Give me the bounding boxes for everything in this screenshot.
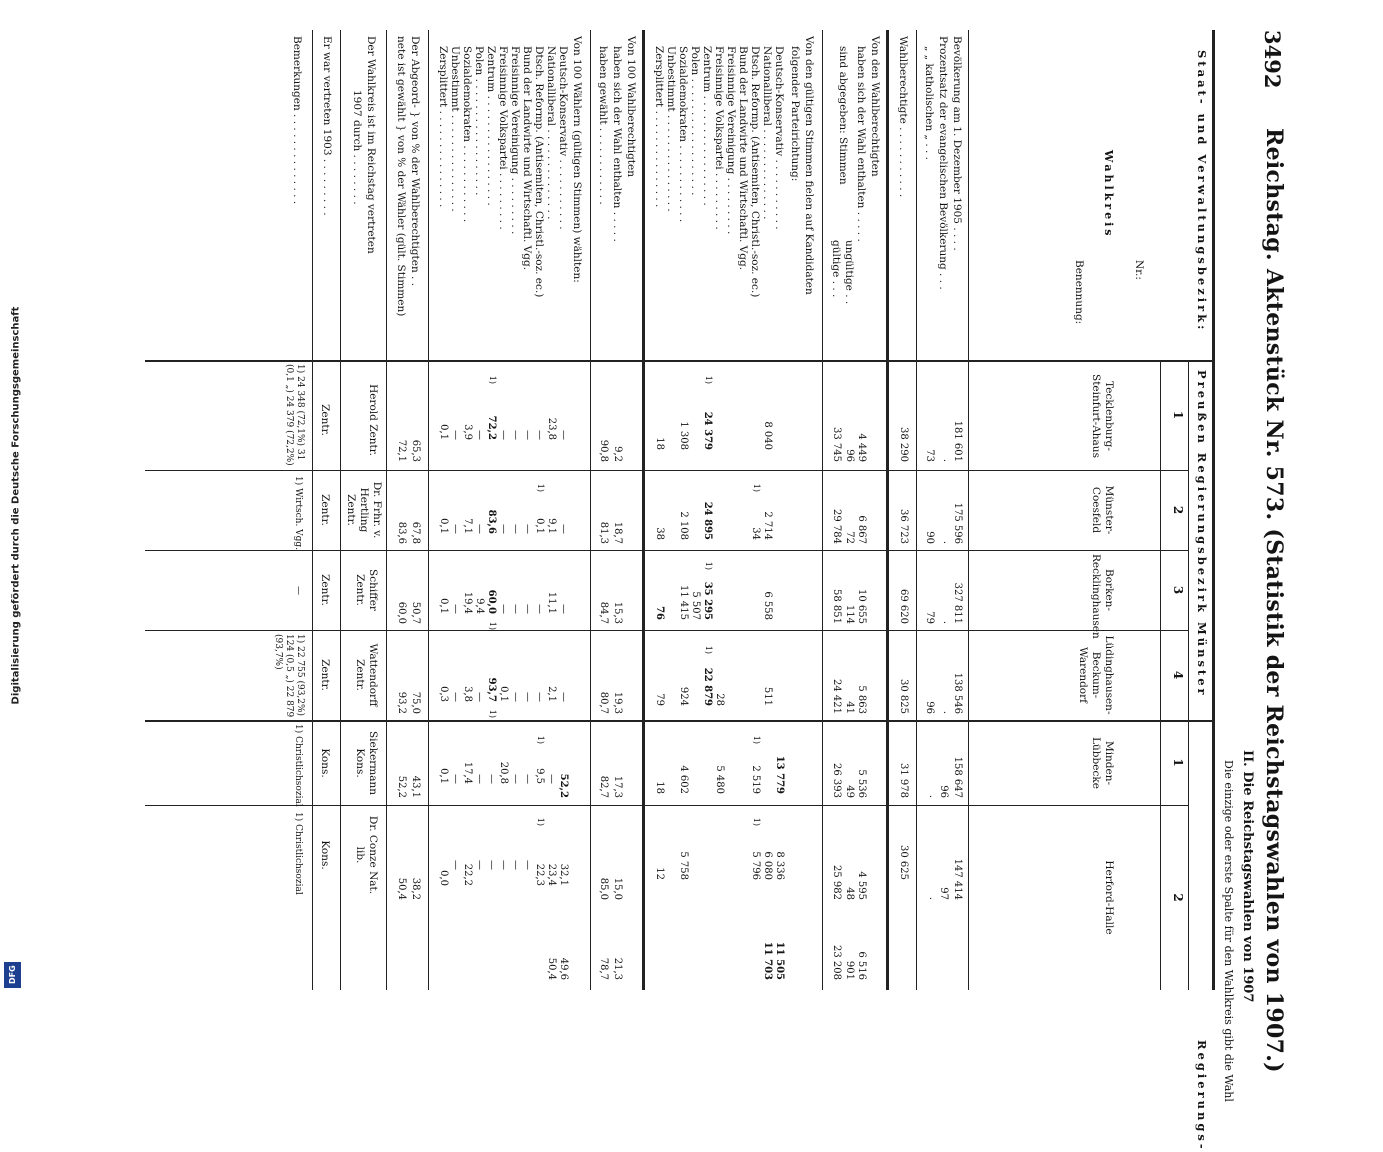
c6-w2-b: 50,4 [546, 957, 557, 980]
c2-p11: 38 [654, 527, 665, 540]
c2-p3: 34 [750, 527, 761, 540]
c5-w6: 20,8 [498, 761, 509, 784]
c1-p9: 1 308 [678, 421, 689, 450]
c4-w10: — [450, 692, 461, 702]
c6-gue: 25 982 [831, 865, 842, 900]
c4-w4: — [522, 692, 533, 702]
c6-p3: 5 796 [750, 851, 761, 880]
c6-p9: 5 758 [678, 851, 689, 880]
c3-w10: — [450, 604, 461, 614]
row-label-vertr1903: Er war vertreten 1903 . . . . . . . . . [321, 36, 333, 216]
c2-ev: · [938, 540, 949, 544]
c6-p1-b: 11 505 [774, 941, 785, 980]
c2-kath: 90 [924, 531, 935, 544]
c4-p7: 22 879 [702, 667, 713, 706]
c1-w6: — [498, 430, 509, 440]
c6-w7: — [486, 860, 497, 870]
row-label-w11: Zersplittert . . . . . . . . . . . . . . . [437, 46, 449, 208]
c2-bev: 175 596 [952, 502, 963, 544]
c4-p11: 79 [654, 693, 665, 706]
group-rule [1188, 360, 1189, 990]
rule-4 [642, 30, 645, 990]
c2-pg: 81,3 [598, 521, 609, 544]
c1-ev: · [938, 458, 949, 462]
c6-enth: 4 595 [856, 871, 867, 900]
c5-p11: 18 [654, 781, 665, 794]
c3-p2: 6 558 [762, 591, 773, 620]
c5-ev: 96 [938, 785, 949, 798]
c2-w2: 9,1 [546, 518, 557, 534]
c2-a2: 83,6 [396, 521, 407, 544]
c5-w1: 52,2 [558, 773, 569, 798]
c2-w9: 7,1 [462, 518, 473, 534]
c6-w5: — [510, 860, 521, 870]
nr-rule [1160, 360, 1161, 990]
c6-w6: — [498, 860, 509, 870]
c1-v03: Zentr. [319, 404, 331, 436]
c6-gue-b: 23 208 [831, 945, 842, 980]
row-label-w9: Sozialdemokraten . . . . . . . . . . . . [461, 46, 473, 223]
c4-gue: 24 421 [831, 679, 842, 714]
c6-p1: 8 336 [774, 851, 785, 880]
row-label-wahlber: Wahlberechtigte . . . . . . . . . . . [897, 36, 909, 198]
rule-2 [886, 30, 889, 990]
row-label-gueltige: gültige . . . [830, 240, 842, 298]
table-top-rule [1212, 30, 1215, 990]
rule-6 [428, 30, 429, 990]
group-head-minden: Regierungs- [1195, 1040, 1209, 1152]
c4-w1: — [558, 692, 569, 702]
c6-w3-note: 1) [536, 817, 545, 826]
row-label-ev: Prozentsatz der evangelischen Bevölkerung . . . [937, 36, 949, 290]
c3-a2: 60,0 [396, 601, 407, 624]
c5-enth: 5 536 [856, 769, 867, 798]
c3-w6: — [498, 604, 509, 614]
c6-ung: 48 [844, 887, 855, 900]
col1-name: Tecklenburg-Steinfurt-Ahaus [1090, 374, 1115, 458]
c6-pe: 15,0 [612, 877, 623, 900]
c1-wahlber: 38 290 [898, 427, 909, 462]
c6-w3: 22,3 [534, 863, 545, 886]
row-label-p1: Deutsch-Konservativ . . . . . . . . . . . [773, 46, 785, 230]
nr-label: Nr.: [1133, 260, 1145, 280]
c6-w9: 22,2 [462, 863, 473, 886]
divider-c1 [145, 470, 1189, 471]
c2-w6: — [498, 524, 509, 534]
row-label-p9: Sozialdemokraten . . . . . . . . . . . . [677, 46, 689, 223]
c2-w4: — [522, 524, 533, 534]
c1-w8: — [474, 430, 485, 440]
c6-w1-b: 49,6 [558, 957, 569, 980]
c3-w9: 19,4 [462, 591, 473, 614]
row-label-proz-gew: haben gewählt . . . . . . . . . . . . [597, 46, 609, 205]
row-label-bevoelkerung: Bevölkerung am 1. Dezember 1905 . . . . [951, 36, 963, 251]
col5-name: Minden-Lübbecke [1090, 737, 1115, 789]
col3-nr: 3 [1171, 585, 1185, 595]
credit-text: Digitalisierung gefördert durch die Deutsche Forschungsgemeinschaft [10, 306, 22, 705]
c1-w11: 0,1 [438, 424, 449, 440]
c4-pg: 80,7 [598, 691, 609, 714]
rule-5 [590, 30, 591, 990]
c4-w11: 0,3 [438, 686, 449, 702]
c5-w9: 17,4 [462, 761, 473, 784]
col6-nr: 2 [1171, 893, 1185, 902]
c2-vert: Dr. Frhr. v. Hertling Zentr. [345, 481, 383, 539]
c3-w1: — [558, 604, 569, 614]
c4-p6: 28 [714, 693, 725, 706]
c3-a1: 50,7 [410, 601, 421, 624]
c6-kath: · [924, 896, 935, 900]
rotated-table-page [145, 30, 1287, 1152]
rule-3 [822, 30, 823, 990]
row-label-gueltig-sec2: folgender Parteirichtung: [789, 46, 801, 182]
c5-bev: 158 647 [952, 756, 963, 798]
row-label-p10: Unbestimmt . . . . . . . . . . . . . . . [665, 46, 677, 212]
rule-1 [916, 30, 917, 990]
c5-a1: 43,1 [410, 775, 421, 798]
c3-bev: 327 811 [952, 582, 963, 624]
c5-gue: 26 393 [831, 763, 842, 798]
c3-bem: — [293, 586, 303, 595]
c1-bev: 181 601 [952, 420, 963, 462]
row-label-p7: Zentrum . . . . . . . . . . . . . . . . . [701, 46, 713, 206]
c5-w5: — [510, 774, 521, 784]
c6-v03: Kons. [319, 840, 331, 870]
c5-a2: 52,2 [396, 775, 407, 798]
c4-ung: 41 [844, 701, 855, 714]
row-label-proz-sec: Von 100 Wahlberechtigten [625, 36, 637, 177]
row-label-w10: Unbestimmt . . . . . . . . . . . . . . . [449, 46, 461, 212]
c4-bem: 1) 22 755 (93,2%) 124 (0,5 „) 22 879 (93,7%) [273, 634, 305, 718]
c6-p2: 6 080 [762, 851, 773, 880]
c3-ev: · [938, 620, 949, 624]
col4-nr: 4 [1171, 670, 1185, 680]
c3-wahlber: 69 620 [898, 589, 909, 624]
c2-w11: 0,1 [438, 518, 449, 534]
row-label-p5: Freisinnige Vereinigung . . . . . . . . . [725, 46, 737, 235]
c4-w2: 2,1 [546, 686, 557, 702]
c2-pe: 18,7 [612, 521, 623, 544]
row-label-abg1: Der Abgeord- } von % der Wahlberechtigten . . [409, 36, 421, 287]
c1-w9: 3,9 [462, 424, 473, 440]
c3-gue: 58 851 [831, 589, 842, 624]
c3-pe: 15,3 [612, 601, 623, 624]
c1-w10: — [450, 430, 461, 440]
c4-a2: 93,2 [396, 691, 407, 714]
c2-p3-note: 1) [752, 483, 761, 492]
c6-w4: — [522, 860, 533, 870]
c6-bem: 1) Christlichsozial [293, 812, 303, 895]
c6-p2-b: 11 703 [762, 941, 773, 980]
c3-w7: 60,0 [486, 589, 497, 614]
row-label-p2: Nationalliberal . . . . . . . . . . . . . . [761, 46, 773, 220]
c3-p7: 35 295 [702, 581, 713, 620]
c2-w10: — [450, 524, 461, 534]
row-label-w7: Zentrum . . . . . . . . . . . . . . . . . [485, 46, 497, 206]
c5-bem: 1) Christlichsozial [293, 724, 303, 807]
c5-w10: — [450, 774, 461, 784]
c6-a2: 50,4 [396, 877, 407, 900]
c4-w5: — [510, 692, 521, 702]
rule-8 [340, 30, 341, 990]
c1-p11: 18 [654, 437, 665, 450]
row-label-w100-sec: Von 100 Wählern (gültigen Stimmen) wählten: [571, 36, 583, 283]
c5-w3: 9,5 [534, 768, 545, 784]
c4-w7: 93,7 [486, 677, 497, 702]
c1-a2: 72,1 [396, 439, 407, 462]
c6-ung-b: 901 [844, 960, 855, 980]
col2-nr: 2 [1171, 505, 1185, 515]
c3-w2: 11,1 [546, 591, 557, 614]
c3-w4: — [522, 604, 533, 614]
c2-w5: — [510, 524, 521, 534]
c1-pe: 9,2 [612, 446, 623, 462]
c2-v03: Zentr. [319, 494, 331, 526]
c1-w2: 23,8 [546, 417, 557, 440]
row-label-p3: Dtsch. Reformp. (Antisemiten, Christl.-soz. ec.) [749, 46, 761, 298]
staat-label: Staat- und Verwaltungsbezirk: [1195, 50, 1209, 333]
c5-wahlber: 31 978 [898, 763, 909, 798]
c4-v03: Zentr. [319, 659, 331, 691]
c3-ung: 114 [844, 604, 855, 624]
c2-gue: 29 784 [831, 509, 842, 544]
row-label-w8: Polen . . . . . . . . . . . . . . . . . . [473, 46, 485, 196]
head-bottom-rule [968, 30, 969, 990]
c6-vert: Dr. Conze Nat. lib. [354, 815, 379, 895]
row-label-w1: Deutsch-Konservativ . . . . . . . . . . . [557, 46, 569, 230]
c4-ev: · [938, 710, 949, 714]
c5-pg: 82,7 [598, 775, 609, 798]
c1-w1: — [558, 430, 569, 440]
c5-p3-note: 1) [752, 735, 761, 744]
row-label-w6: Freisinnige Volkspartei . . . . . . . . . [497, 46, 509, 230]
c2-w8: — [474, 524, 485, 534]
col3-name: Borken-Recklinghausen [1090, 554, 1115, 639]
col4-name: Lüdinghausen-Beckum-Warendorf [1077, 635, 1115, 715]
c5-w3-note: 1) [536, 735, 545, 744]
row-label-p4: Bund der Landwirte und Wirtschaftl. Vgg. [737, 46, 749, 271]
c2-w7: 83,6 [486, 509, 497, 534]
c1-vert: Herold Zentr. [367, 384, 379, 456]
row-label-w2: Nationalliberal . . . . . . . . . . . . . . [545, 46, 557, 220]
group-head-muenster: Preußen Regierungsbezirk Münster [1195, 370, 1209, 698]
c1-w7: 72,2 [486, 415, 497, 440]
c5-w4: — [522, 774, 533, 784]
rule-7 [386, 30, 387, 990]
c2-a1: 67,8 [410, 521, 421, 544]
c4-enth: 5 863 [856, 685, 867, 714]
row-label-p11: Zersplittert . . . . . . . . . . . . . . . [653, 46, 665, 208]
page-title: Reichstag. Aktenstück Nr. 573. (Statistik der Reichstagswahlen von 1907.) [1261, 128, 1287, 1073]
c2-bem: 1) Wirtsch. Vgg. [293, 476, 303, 551]
page-number: 3492 [1260, 30, 1285, 89]
c2-enth: 6 867 [856, 515, 867, 544]
divider-group [145, 720, 1215, 722]
c1-gue: 33 745 [831, 427, 842, 462]
c6-pg: 85,0 [598, 877, 609, 900]
c4-vert: Wattendorff Zentr. [354, 643, 379, 707]
c5-w8: — [474, 774, 485, 784]
row-label-p8: Polen . . . . . . . . . . . . . . . . . . [689, 46, 701, 196]
c3-p8: 5 507 [690, 591, 701, 620]
c6-p3-note: 1) [752, 817, 761, 826]
c1-enth: 4 449 [856, 433, 867, 462]
c3-p11: 76 [654, 606, 665, 620]
c4-pe: 19,3 [612, 691, 623, 714]
c4-p2: 511 [762, 686, 773, 706]
c1-w5: — [510, 430, 521, 440]
c2-p7: 24 895 [702, 501, 713, 540]
c2-ung: 72 [844, 531, 855, 544]
row-label-p6: Freisinnige Volkspartei . . . . . . . . . [713, 46, 725, 230]
c6-w1: 32,1 [558, 863, 569, 886]
row-label-kath: „ „ katholischen „ . . . [923, 46, 935, 161]
c4-w3: — [534, 692, 545, 702]
col5-nr: 1 [1171, 758, 1185, 767]
c5-vert: Siekermann Kons. [354, 730, 379, 796]
c2-p2: 2 714 [762, 511, 773, 540]
c1-kath: 73 [924, 449, 935, 462]
c1-w7-note: 1) [488, 375, 497, 384]
c5-kath: · [924, 794, 935, 798]
col6-name: Herford-Halle [1103, 860, 1115, 935]
c4-p9: 924 [678, 686, 689, 706]
c5-ung: 49 [844, 785, 855, 798]
col1-nr: 1 [1171, 410, 1185, 420]
c6-wahlber: 30 625 [898, 845, 909, 880]
c1-p7: 24 379 [702, 411, 713, 450]
row-label-gueltig-sec1: Von den gültigen Stimmen fielen auf Kandidaten [803, 36, 815, 295]
row-label-enthalten: haben sich der Wahl enthalten . . . . . [855, 46, 867, 242]
row-label-von-den: Von den Wahlberechtigten [869, 36, 881, 177]
c3-w5: — [510, 604, 521, 614]
c3-p9: 11 415 [678, 585, 689, 620]
c3-w3: — [534, 604, 545, 614]
c3-w8: 9,4 [474, 598, 485, 614]
row-label-vertr2: 1907 durch . . . . . . . . [351, 90, 363, 205]
row-label-proz-enth: haben sich der Wahl enthalten . . . . . [611, 46, 623, 242]
c4-bev: 138 546 [952, 672, 963, 714]
divider-c2 [145, 550, 1189, 551]
row-label-vertr1: Der Wahlkreis ist im Reichstag vertreten [365, 36, 377, 254]
c4-p7-note: 1) [704, 645, 713, 654]
c6-bev: 147 414 [952, 858, 963, 900]
row-label-w3: Dtsch. Reformp. (Antisemiten, Christl.-soz. ec.) [533, 46, 545, 298]
c1-w3: — [534, 430, 545, 440]
c5-w7: — [486, 774, 497, 784]
row-label-w4: Bund der Landwirte und Wirtschaftl. Vgg. [521, 46, 533, 271]
wahlkreis-label: Wahlkreis [1102, 150, 1115, 239]
c2-p9: 2 108 [678, 511, 689, 540]
c4-w6: 0,1 [498, 686, 509, 702]
c5-v03: Kons. [319, 748, 331, 778]
c2-wahlber: 36 723 [898, 509, 909, 544]
c2-w1: — [558, 524, 569, 534]
c1-ung: 96 [844, 449, 855, 462]
c4-w8: — [474, 692, 485, 702]
divider-label [145, 360, 1215, 362]
c6-pg-b: 78,7 [598, 957, 609, 980]
c3-w11: 0,1 [438, 598, 449, 614]
c3-p7-note: 1) [704, 561, 713, 570]
c5-p9: 4 602 [678, 765, 689, 794]
benennung-label: Benennung: [1073, 260, 1085, 325]
row-label-abg2: nete ist gewählt } von % der Wähler (gült. Stimmen) [395, 36, 407, 317]
c3-w7-note: 1) [488, 621, 497, 630]
c5-w2: — [546, 774, 557, 784]
c6-ev: 97 [938, 887, 949, 900]
c3-v03: Zentr. [319, 574, 331, 606]
c6-a1: 38,2 [410, 877, 421, 900]
c3-pg: 84,7 [598, 601, 609, 624]
row-label-bemerk: Bemerkungen . . . . . . . . . . . . . . [291, 36, 303, 205]
c5-p6: 5 480 [714, 765, 725, 794]
c4-kath: 96 [924, 701, 935, 714]
c5-w11: 0,1 [438, 768, 449, 784]
c6-pe-b: 21,3 [612, 957, 623, 980]
row-label-abgegeben: sind abgegeben: Stimmen [837, 46, 849, 185]
c4-w9: 3,8 [462, 686, 473, 702]
c2-w3-note: 1) [536, 483, 545, 492]
c6-p11: 12 [654, 867, 665, 880]
c4-wahlber: 30 825 [898, 679, 909, 714]
c2-w3: 0,1 [534, 518, 545, 534]
c5-p1: 13 779 [774, 755, 785, 794]
c6-enth-b: 6 516 [856, 951, 867, 980]
dfg-logo-icon: DFG [4, 962, 21, 988]
c4-w7-note: 1) [488, 709, 497, 718]
c1-p7-note: 1) [704, 375, 713, 384]
col2-name: Münster-Coesfeld [1090, 485, 1115, 535]
c4-a1: 75,0 [410, 691, 421, 714]
row-label-ungueltige: ungültige . . [843, 240, 855, 305]
c6-w10: — [450, 860, 461, 870]
c6-w8: — [474, 860, 485, 870]
divider-c3 [145, 630, 1189, 631]
c3-kath: 79 [924, 611, 935, 624]
section-note: Die einzige oder erste Spalte für den Wahlkreis gibt die Wahl [1222, 760, 1235, 1102]
sidebar-credit [0, 0, 30, 1000]
row-label-w5: Freisinnige Vereinigung . . . . . . . . . [509, 46, 521, 235]
c3-vert: Schiffer Zentr. [354, 569, 379, 611]
c6-w11: 0,0 [438, 870, 449, 886]
c5-p3: 2 519 [750, 765, 761, 794]
section-heading: II. Die Reichstagswahlen von 1907 [1240, 750, 1255, 1003]
c5-pe: 17,3 [612, 775, 623, 798]
c6-w2: 23,4 [546, 863, 557, 886]
rule-9 [312, 30, 313, 990]
c3-enth: 10 655 [856, 589, 867, 624]
c1-bem: 1) 24 348 (72,1%) 31 (0,1 „) 24 379 (72,2%) [284, 364, 305, 466]
c1-w4: — [522, 430, 533, 440]
c1-a1: 65,3 [410, 439, 421, 462]
c1-p2: 8 040 [762, 421, 773, 450]
c1-pg: 90,8 [598, 439, 609, 462]
